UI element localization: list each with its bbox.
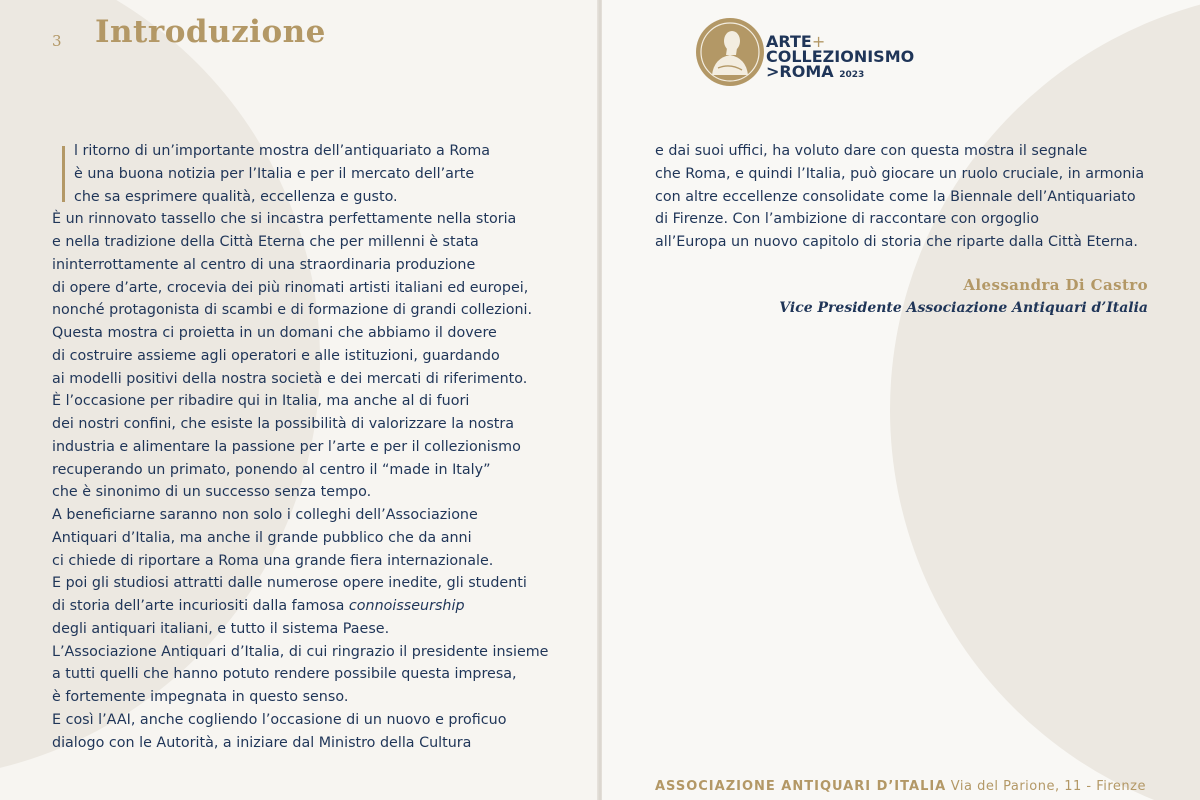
page-number: 3	[52, 32, 62, 50]
body-line: L’Associazione Antiquari d’Italia, di cui ringrazio il presidente insieme	[52, 643, 549, 660]
body-line: industria e alimentare la passione per l’arte e per il collezionismo	[52, 438, 521, 455]
body-line: Questa mostra ci proietta in un domani che abbiamo il dovere	[52, 325, 497, 341]
intro-body-continued	[655, 140, 1144, 254]
logo-wordmark	[766, 34, 914, 83]
body-line: dei nostri confini, che esiste la possibilità di valorizzare la nostra	[52, 416, 515, 432]
body-line: che sa esprimere qualità, eccellenza e gusto.	[74, 188, 398, 205]
body-line: Antiquari d’Italia, ma anche il grande pubblico che da anni	[52, 529, 472, 546]
body-line: e nella tradizione della Città Eterna che per millenni è stata	[52, 234, 479, 250]
italic-term: connoisseurship	[348, 598, 465, 614]
body-line: è una buona notizia per l’Italia e per il mercato dell’arte	[74, 165, 475, 182]
body-line: ai modelli positivi della nostra società e dei mercati di riferimento.	[52, 370, 528, 387]
background-circle	[890, 0, 1200, 800]
body-line: di costruire assieme agli operatori e alle istituzioni, guardando	[52, 347, 500, 364]
body-line: all’Europa un nuovo capitolo di storia che riparte dalla Città Eterna.	[655, 234, 1138, 250]
body-line: con altre eccellenze consolidate come la Biennale dell’Antiquariato	[655, 188, 1136, 205]
left-page	[0, 0, 598, 800]
body-line: è fortemente impegnata in questo senso.	[52, 689, 349, 705]
body-line: E poi gli studiosi attratti dalle numerose opere inedite, gli studenti	[52, 575, 527, 592]
body-line: E così l’AAI, anche cogliendo l’occasione di un nuovo e proficuo	[52, 711, 507, 728]
body-line: ininterrottamente al centro di una straordinaria produzione	[52, 256, 476, 273]
body-line: di opere d’arte, crocevia dei più rinomati artisti italiani ed europei,	[52, 279, 529, 296]
body-line: di Firenze. Con l’ambizione di raccontare con orgoglio	[655, 211, 1039, 228]
logo-line-2: COLLEZIONISMO	[766, 47, 915, 66]
right-page	[602, 0, 1200, 800]
bust-silhouette	[696, 18, 764, 86]
body-line: recuperando un primato, ponendo al centro il “made in Italy”	[52, 461, 491, 478]
body-line: nonché protagonista di scambi e di formazione di grandi collezioni.	[52, 302, 533, 319]
logo-plus: +	[811, 32, 826, 51]
logo-year: 2023	[839, 70, 865, 80]
roman-bust-medallion-icon	[696, 18, 764, 86]
body-line: dialogo con le Autorità, a iniziare dal Ministro della Cultura	[52, 734, 472, 751]
logo-arte: ARTE	[766, 32, 812, 51]
body-line: e dai suoi uffici, ha voluto dare con questa mostra il segnale	[655, 143, 1088, 159]
body-line: l ritorno di un’importante mostra dell’antiquariato a Roma	[74, 143, 491, 159]
intro-body	[52, 140, 548, 754]
body-line: a tutti quelli che hanno potuto rendere possibile questa impresa,	[52, 666, 517, 683]
body-line: che Roma, e quindi l’Italia, può giocare un ruolo cruciale, in armonia	[655, 165, 1145, 182]
signature-role: Vice Presidente Associazione Antiquari d’Italia	[779, 300, 1148, 316]
body-line: A beneficiarne saranno non solo i colleghi dell’Associazione	[52, 507, 478, 523]
footer-organization: ASSOCIAZIONE ANTIQUARI D’ITALIA	[655, 779, 947, 794]
body-line	[52, 595, 548, 618]
body-line: degli antiquari italiani, e tutto il sistema Paese.	[52, 620, 390, 637]
body-line: È un rinnovato tassello che si incastra perfettamente nella storia	[52, 211, 517, 228]
logo-line-3	[766, 64, 914, 83]
body-line-text: di storia dell’arte incuriositi dalla famosa	[52, 598, 349, 614]
page-title: Introduzione	[95, 14, 326, 50]
body-line: È l’occasione per ribadire qui in Italia, ma anche al di fuori	[52, 393, 470, 410]
body-line: ci chiede di riportare a Roma una grande fiera internazionale.	[52, 552, 494, 569]
footer-address: Via del Parione, 11 - Firenze	[950, 779, 1146, 794]
body-line: che è sinonimo di un successo senza tempo.	[52, 484, 372, 501]
logo-roma: >ROMA	[766, 62, 834, 81]
signature-name: Alessandra Di Castro	[963, 276, 1148, 294]
